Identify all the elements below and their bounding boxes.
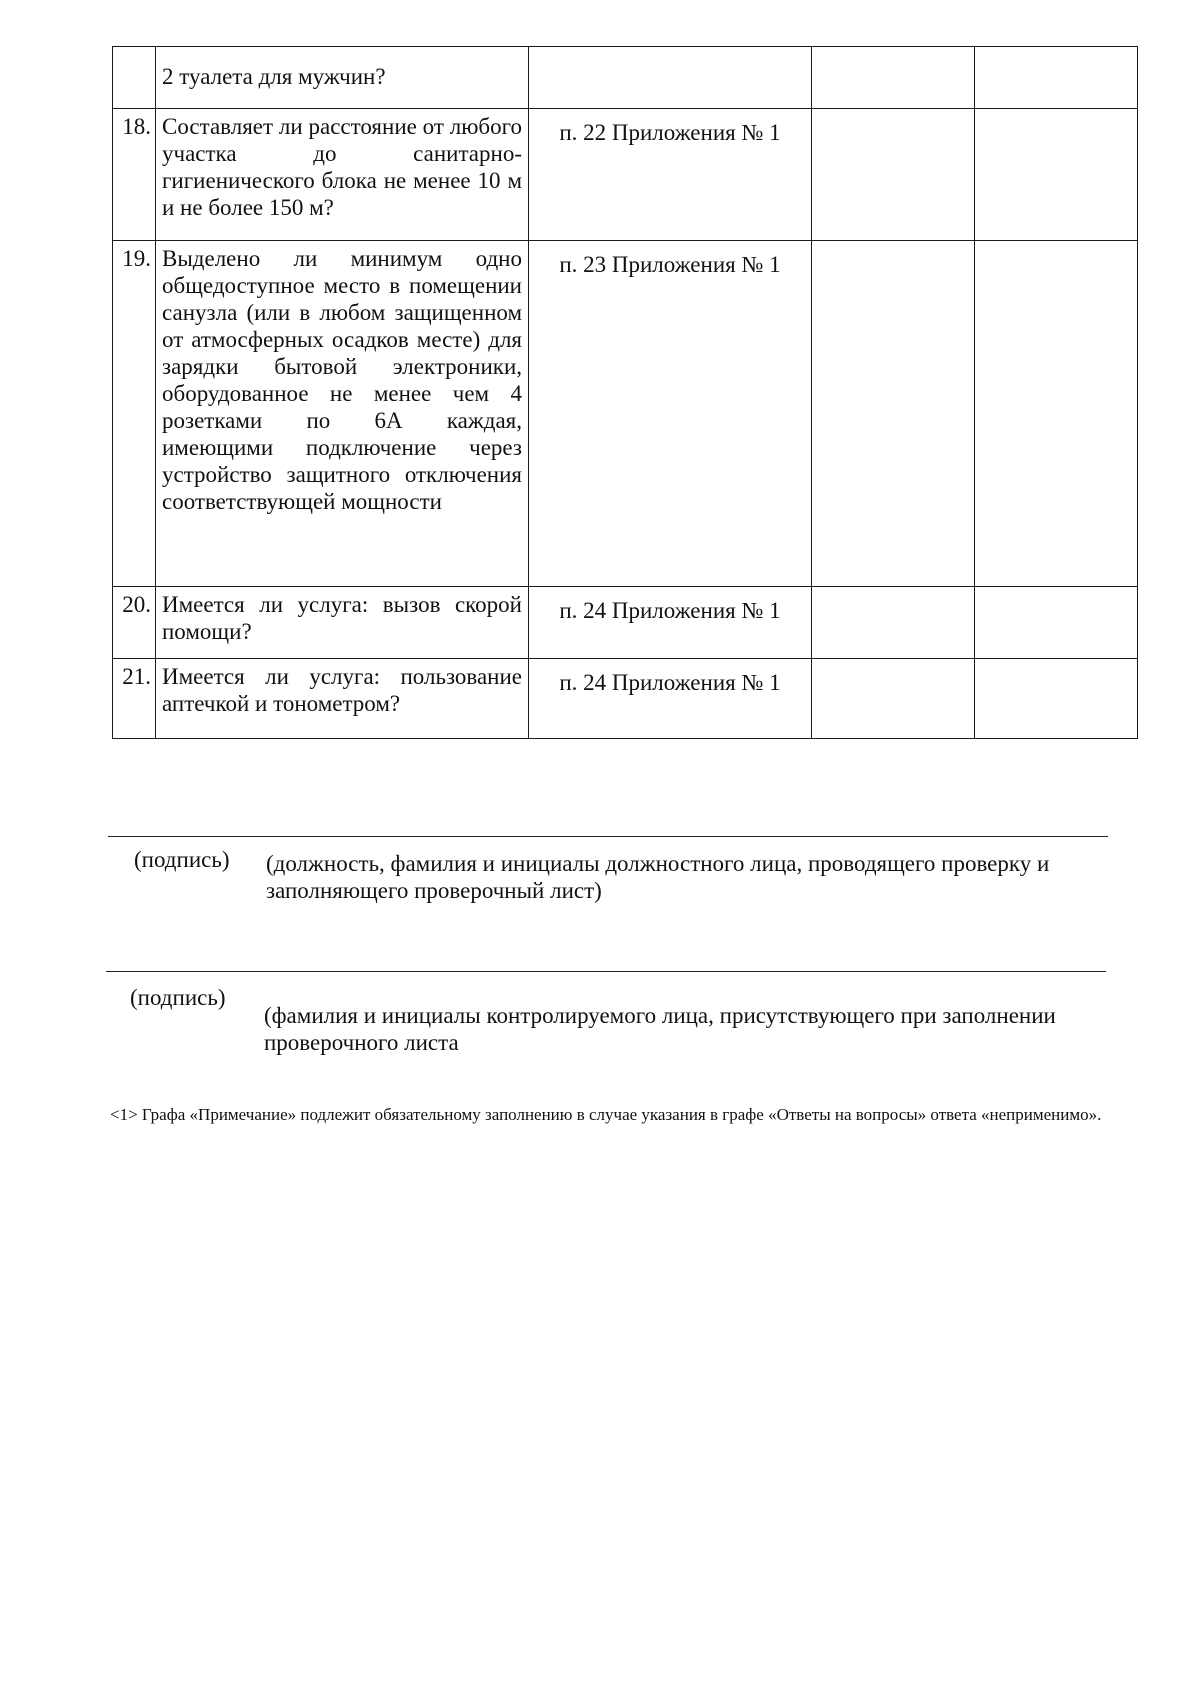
table-row [113, 587, 1138, 659]
row-question: Имеется ли услуга: пользование аптечкой и тонометром? [156, 659, 529, 739]
row-question: Составляет ли расстояние от любого участка до санитарно-гигиенического блока не менее 10 м и не более 150 м? [156, 109, 529, 241]
row-answer [812, 109, 975, 241]
signature-label: (подпись) [130, 985, 226, 1010]
table-row [113, 47, 1138, 109]
checklist-table [112, 46, 1138, 739]
signature-label: (подпись) [134, 847, 230, 872]
row-requirement [529, 47, 812, 109]
row-note [975, 109, 1138, 241]
row-answer [812, 659, 975, 739]
signature-line [106, 971, 1106, 972]
table-row [113, 241, 1138, 587]
row-requirement: п. 24 Приложения № 1 [529, 587, 812, 659]
row-question: Выделено ли минимум одно общедоступное место в помещении санузла (или в любом защищенном от атмосферных осадков месте) для зарядки бытовой электроники, оборудованное не менее чем 4 розетками по 6А каждая, имеющими подключение через устройство защитного отключения соответствующей мощности [156, 241, 529, 587]
row-number [113, 47, 156, 109]
row-number: 19. [113, 241, 156, 587]
row-note [975, 587, 1138, 659]
signature-description: (должность, фамилия и инициалы должностного лица, проводящего проверку и заполняющего проверочный лист) [266, 851, 1050, 903]
row-requirement: п. 22 Приложения № 1 [529, 109, 812, 241]
row-number: 18. [113, 109, 156, 241]
table-row [113, 659, 1138, 739]
row-note [975, 659, 1138, 739]
row-number: 21. [113, 659, 156, 739]
row-requirement: п. 23 Приложения № 1 [529, 241, 812, 587]
row-answer [812, 47, 975, 109]
row-question: 2 туалета для мужчин? [156, 47, 529, 109]
row-answer [812, 241, 975, 587]
table-row [113, 109, 1138, 241]
signature-line [108, 836, 1108, 837]
row-note [975, 47, 1138, 109]
signature-description: (фамилия и инициалы контролируемого лица, присутствующего при заполнении проверочного листа [264, 1003, 1056, 1055]
footnote: <1> Графа «Примечание» подлежит обязательному заполнению в случае указания в графе «Ответы на вопросы» ответа «неприменимо». [110, 1105, 1102, 1124]
row-answer [812, 587, 975, 659]
row-requirement: п. 24 Приложения № 1 [529, 659, 812, 739]
row-number: 20. [113, 587, 156, 659]
row-question: Имеется ли услуга: вызов скорой помощи? [156, 587, 529, 659]
row-note [975, 241, 1138, 587]
